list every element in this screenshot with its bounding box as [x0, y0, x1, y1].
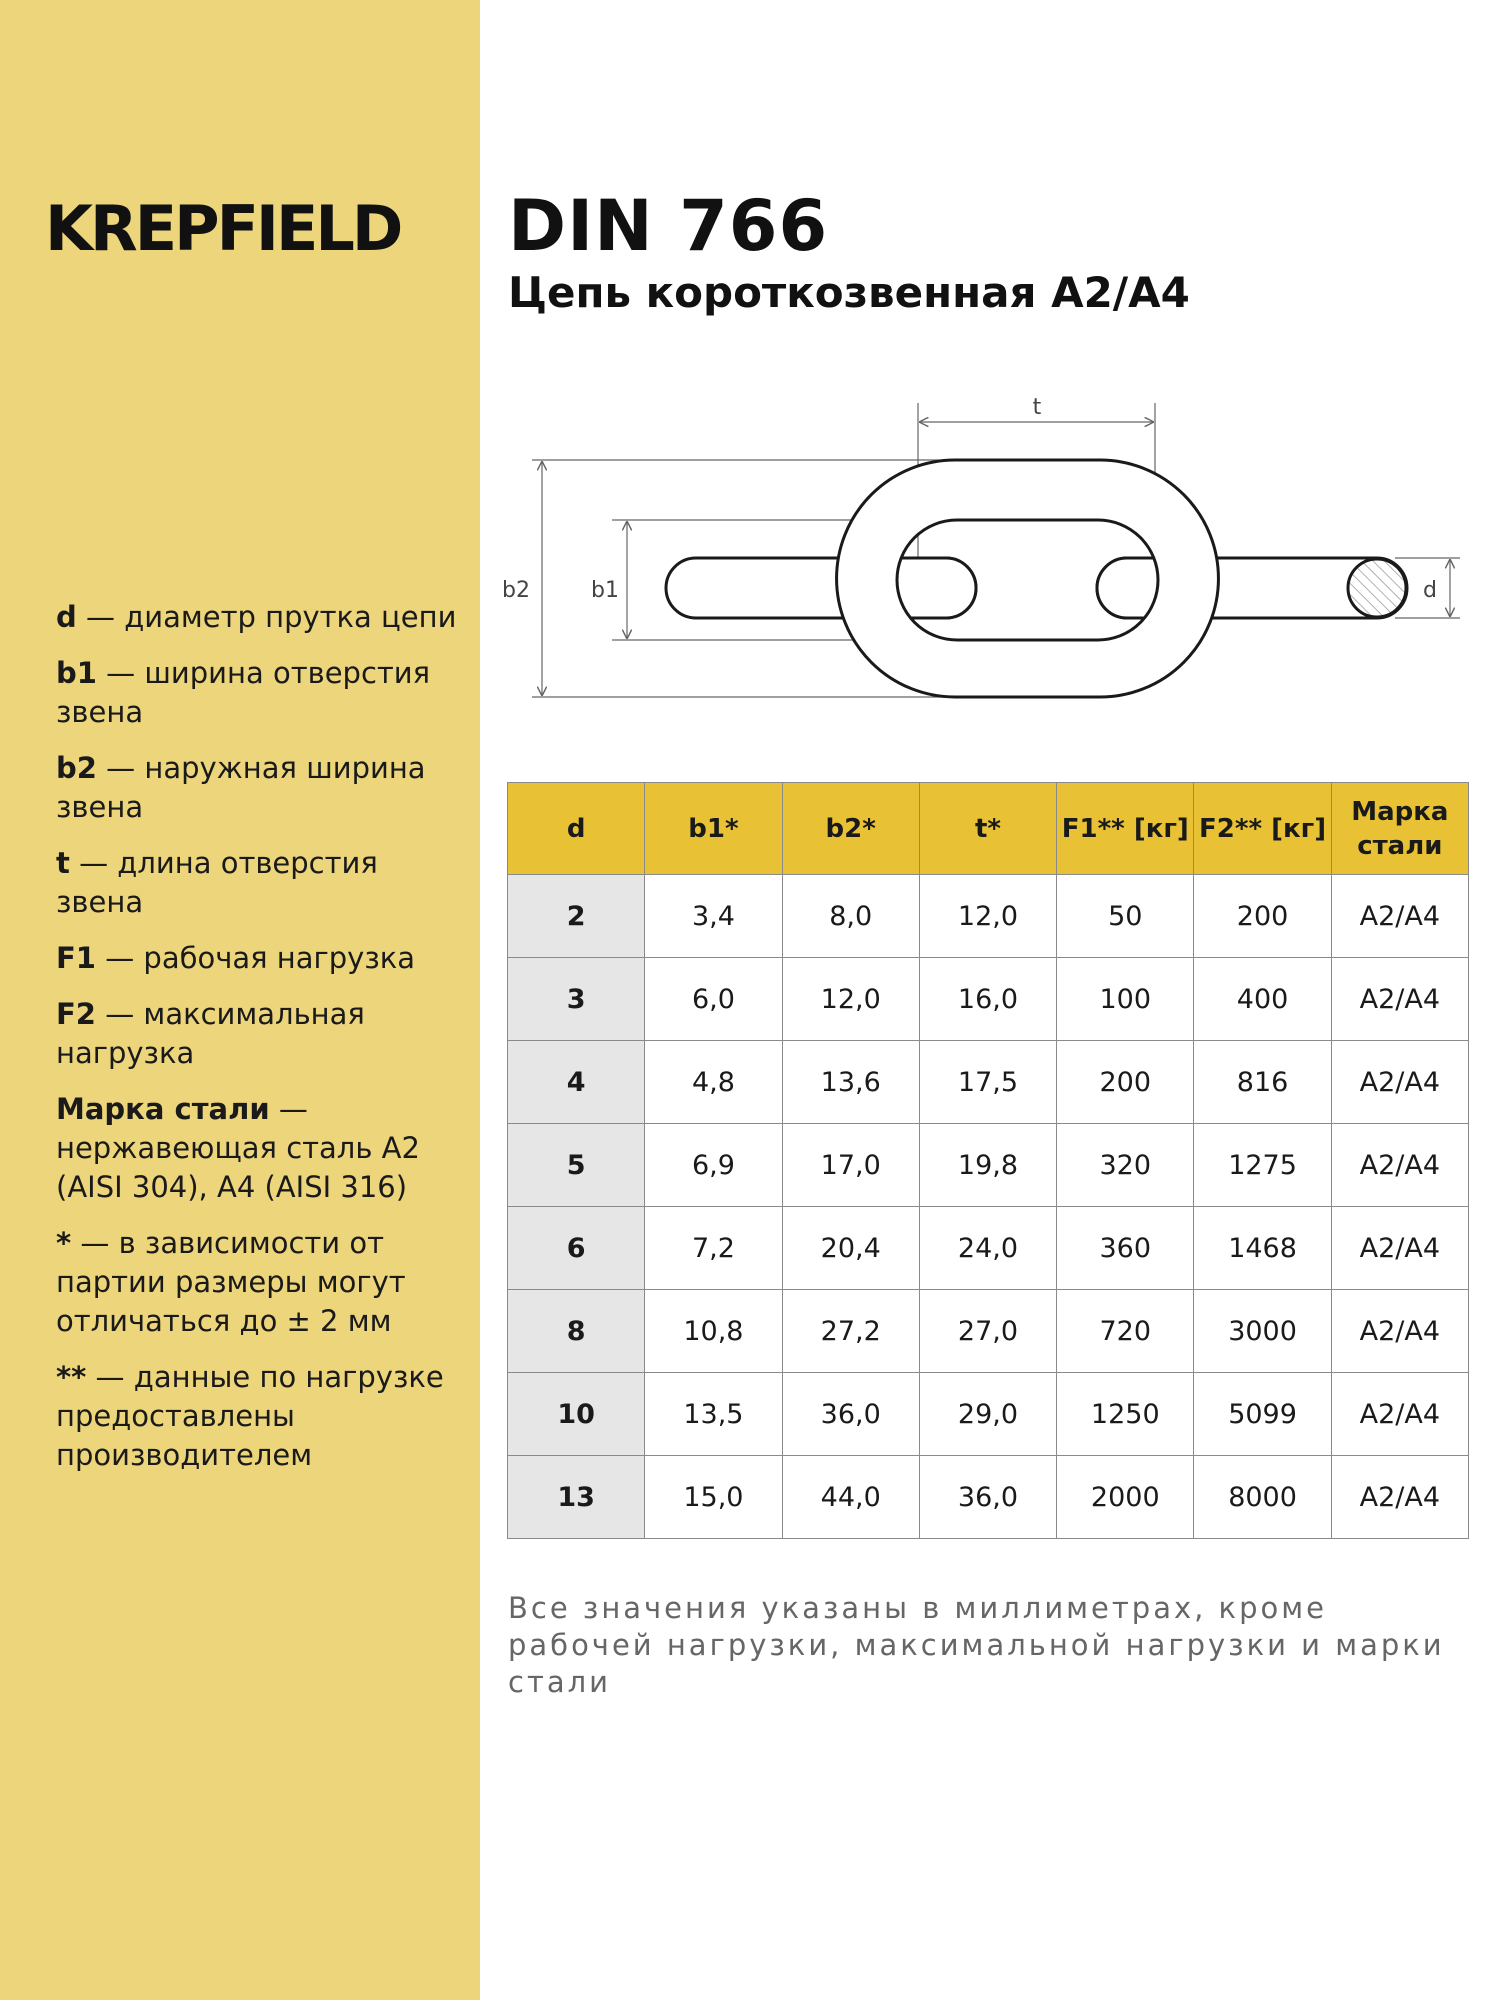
legend-key: F1 — [56, 941, 96, 975]
table-cell: 400 — [1194, 958, 1331, 1041]
legend-key: F2 — [56, 997, 96, 1031]
legend-text: — рабочая нагрузка — [96, 941, 416, 975]
legend — [56, 598, 466, 1492]
legend-text: — диаметр прутка цепи — [76, 600, 457, 634]
table-cell: 2000 — [1057, 1456, 1194, 1539]
legend-item — [56, 1358, 466, 1475]
table-cell: 3,4 — [645, 875, 782, 958]
table-cell: 29,0 — [919, 1373, 1056, 1456]
page-title: DIN 766 — [508, 185, 829, 267]
table-cell: A2/A4 — [1331, 1041, 1468, 1124]
column-header: Марка стали — [1331, 783, 1468, 875]
chain-link-left — [666, 558, 976, 618]
table-cell: A2/A4 — [1331, 1373, 1468, 1456]
table-cell: 16,0 — [919, 958, 1056, 1041]
table-cell: 24,0 — [919, 1207, 1056, 1290]
chain-link-diagram — [500, 390, 1480, 730]
link-end-arc — [1097, 558, 1127, 618]
legend-text: — в зависимости от партии размеры могут отличаться до ± 2 мм — [56, 1226, 406, 1338]
table-cell: A2/A4 — [1331, 958, 1468, 1041]
column-header: b2* — [782, 783, 919, 875]
table-cell: A2/A4 — [1331, 875, 1468, 958]
table-cell: 50 — [1057, 875, 1194, 958]
table-cell: A2/A4 — [1331, 1456, 1468, 1539]
legend-item — [56, 654, 466, 732]
table-cell: 3 — [508, 958, 645, 1041]
table-row — [508, 1290, 1469, 1373]
table-cell: 44,0 — [782, 1456, 919, 1539]
legend-key: * — [56, 1226, 72, 1260]
legend-item — [56, 844, 466, 922]
table-cell: 8 — [508, 1290, 645, 1373]
table-cell: 816 — [1194, 1041, 1331, 1124]
table-cell: 200 — [1194, 875, 1331, 958]
table-row — [508, 1041, 1469, 1124]
label-b2: b2 — [502, 578, 530, 603]
column-header: t* — [919, 783, 1056, 875]
table-cell: 7,2 — [645, 1207, 782, 1290]
table-cell: 13,5 — [645, 1373, 782, 1456]
legend-text: — данные по нагрузке предоставлены производителем — [56, 1360, 444, 1472]
brand-logo: KREPFIELD — [45, 192, 401, 265]
table-cell: 20,4 — [782, 1207, 919, 1290]
table-row — [508, 1373, 1469, 1456]
table-row — [508, 1456, 1469, 1539]
table-cell: 200 — [1057, 1041, 1194, 1124]
table-cell: 2 — [508, 875, 645, 958]
table-cell: 1468 — [1194, 1207, 1331, 1290]
label-d: d — [1423, 578, 1437, 603]
table-cell: 36,0 — [782, 1373, 919, 1456]
legend-key: b1 — [56, 656, 97, 690]
table-cell: 12,0 — [782, 958, 919, 1041]
table-header-row — [508, 783, 1469, 875]
table-row — [508, 1124, 1469, 1207]
table-cell: 10,8 — [645, 1290, 782, 1373]
column-header: F1** [кг] — [1057, 783, 1194, 875]
units-footnote: Все значения указаны в миллиметрах, кроме рабочей нагрузки, максимальной нагрузки и марки стали — [508, 1591, 1445, 1699]
table-cell: 4,8 — [645, 1041, 782, 1124]
column-header: b1* — [645, 783, 782, 875]
table-cell: 320 — [1057, 1124, 1194, 1207]
legend-item — [56, 1090, 466, 1207]
table-cell: 15,0 — [645, 1456, 782, 1539]
link-end-arc — [946, 558, 976, 618]
column-header: d — [508, 783, 645, 875]
table-cell: 27,2 — [782, 1290, 919, 1373]
table-cell: 13,6 — [782, 1041, 919, 1124]
table-cell: 17,5 — [919, 1041, 1056, 1124]
legend-key: t — [56, 846, 70, 880]
column-header: F2** [кг] — [1194, 783, 1331, 875]
table-row — [508, 1207, 1469, 1290]
table-cell: 1275 — [1194, 1124, 1331, 1207]
table-cell: 1250 — [1057, 1373, 1194, 1456]
legend-text: — максимальная нагрузка — [56, 997, 365, 1070]
table-cell: 17,0 — [782, 1124, 919, 1207]
page-subtitle: Цепь короткозвенная A2/A4 — [508, 268, 1190, 317]
table-cell: 5 — [508, 1124, 645, 1207]
table-cell: 5099 — [1194, 1373, 1331, 1456]
legend-item — [56, 995, 466, 1073]
table-cell: A2/A4 — [1331, 1207, 1468, 1290]
table-cell: 6,9 — [645, 1124, 782, 1207]
table-cell: 4 — [508, 1041, 645, 1124]
legend-item — [56, 749, 466, 827]
legend-key: Марка стали — [56, 1092, 270, 1126]
legend-item — [56, 598, 466, 637]
legend-item — [56, 1224, 466, 1341]
cross-section-hatch — [1348, 559, 1406, 617]
table-cell: 720 — [1057, 1290, 1194, 1373]
legend-key: b2 — [56, 751, 97, 785]
label-b1: b1 — [591, 578, 619, 603]
legend-text: — нержавеющая сталь A2 (AISI 304), A4 (AISI 316) — [56, 1092, 420, 1204]
table-cell: 6,0 — [645, 958, 782, 1041]
table-cell: A2/A4 — [1331, 1124, 1468, 1207]
chain-link-center — [837, 460, 1219, 697]
legend-key: ** — [56, 1360, 87, 1394]
table-cell: 36,0 — [919, 1456, 1056, 1539]
table-cell: 360 — [1057, 1207, 1194, 1290]
table-cell: 3000 — [1194, 1290, 1331, 1373]
table-cell: 10 — [508, 1373, 645, 1456]
table-cell: A2/A4 — [1331, 1290, 1468, 1373]
table-row — [508, 875, 1469, 958]
table-cell: 27,0 — [919, 1290, 1056, 1373]
legend-text: — наружная ширина звена — [56, 751, 426, 824]
table-cell: 8000 — [1194, 1456, 1331, 1539]
label-t: t — [1032, 395, 1042, 420]
legend-text: — ширина отверстия звена — [56, 656, 431, 729]
legend-item — [56, 939, 466, 978]
legend-text: — длина отверстия звена — [56, 846, 378, 919]
table-cell: 100 — [1057, 958, 1194, 1041]
table-cell: 19,8 — [919, 1124, 1056, 1207]
table-cell: 12,0 — [919, 875, 1056, 958]
spec-table — [507, 782, 1469, 1539]
table-cell: 8,0 — [782, 875, 919, 958]
table-cell: 6 — [508, 1207, 645, 1290]
table-cell: 13 — [508, 1456, 645, 1539]
legend-key: d — [56, 600, 77, 634]
table-row — [508, 958, 1469, 1041]
